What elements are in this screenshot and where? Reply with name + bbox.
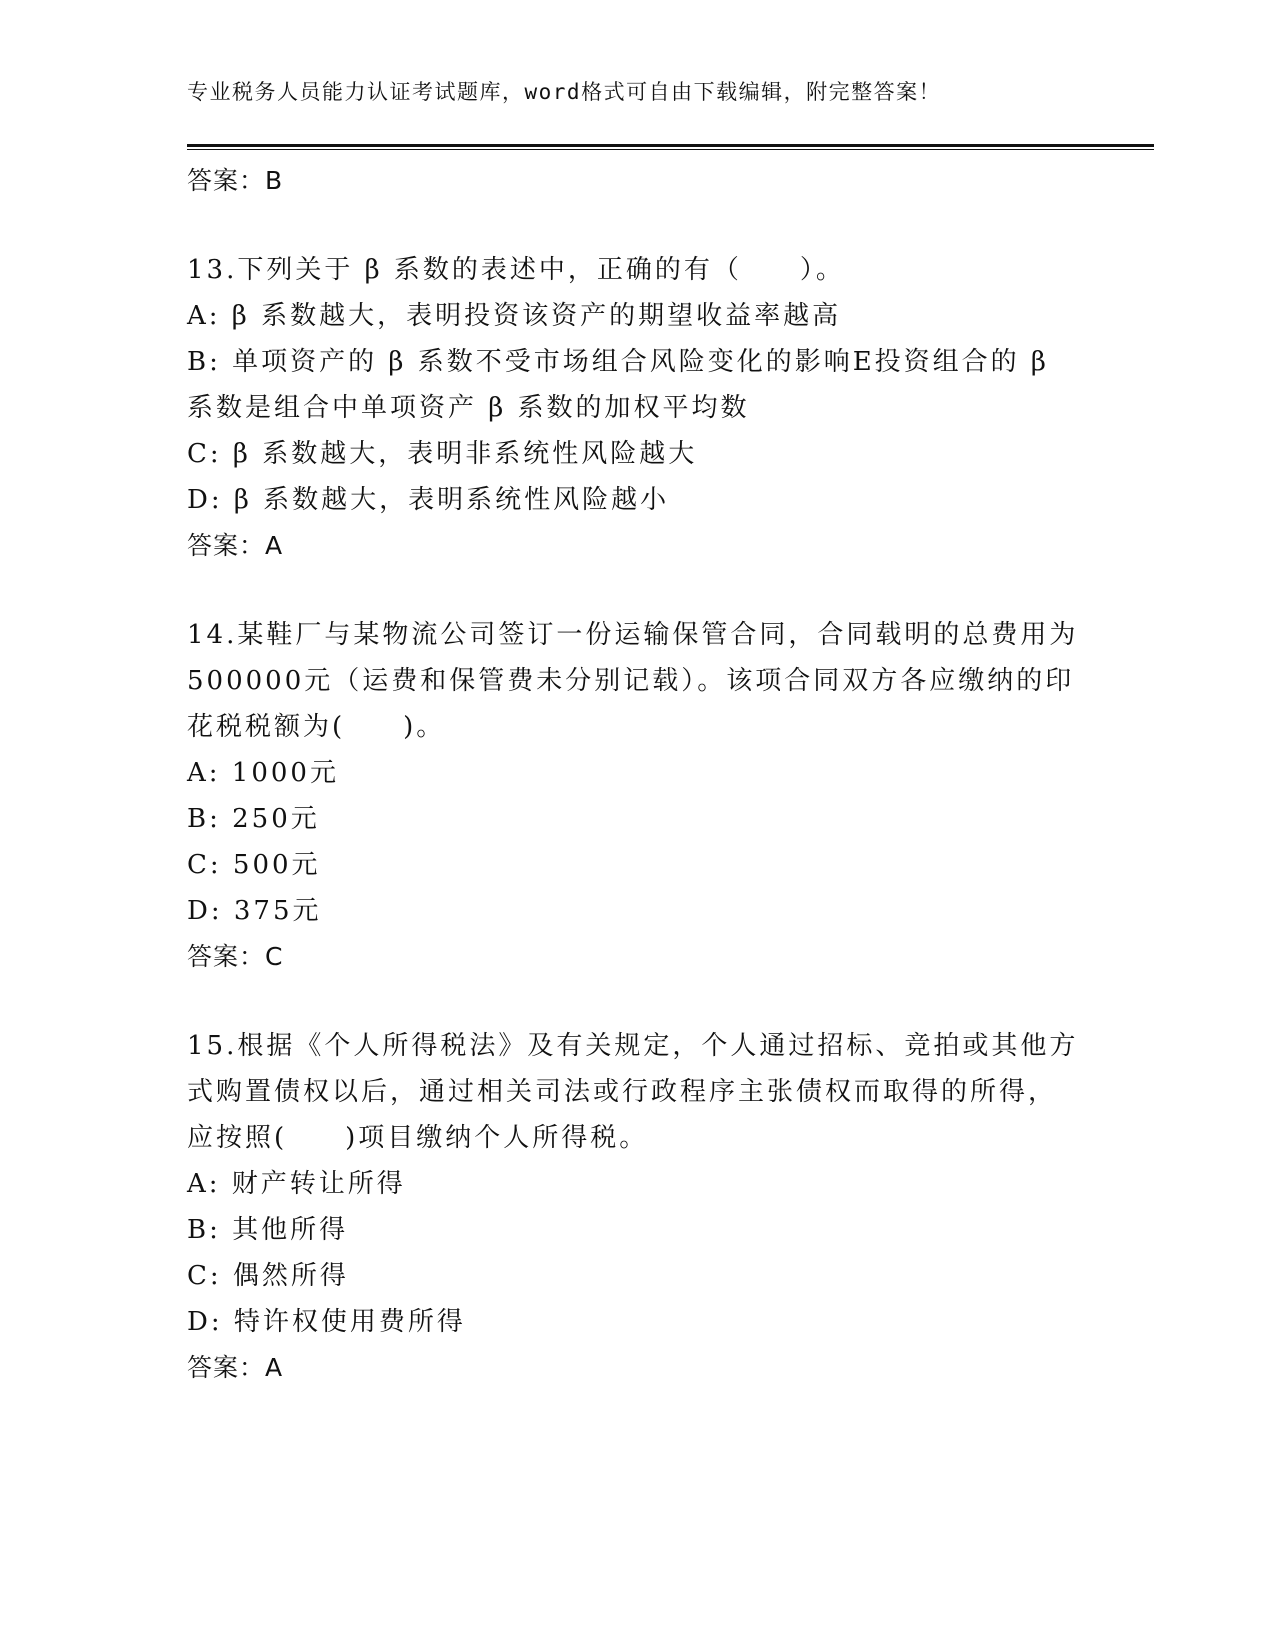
answer: 答案：A [187, 531, 284, 560]
option-b-continued: 系数是组合中单项资产 β 系数的加权平均数 [187, 393, 750, 423]
header-divider [187, 144, 1154, 147]
option-b: B: 单项资产的 β 系数不受市场组合风险变化的影响E投资组合的 β [187, 347, 1049, 377]
question-stem-line-2: 500000元（运费和保管费未分别记载）。该项合同双方各应缴纳的印 [187, 666, 1075, 696]
question-13 [187, 247, 1087, 569]
option-b: B: 250元 [187, 804, 320, 834]
question-stem: 14.某鞋厂与某物流公司签订一份运输保管合同，合同载明的总费用为 [187, 620, 1079, 650]
option-a: A: 1000元 [187, 758, 339, 788]
option-c: C: 500元 [187, 850, 321, 880]
option-a: A: 财产转让所得 [187, 1169, 406, 1199]
question-stem-line-2: 式购置债权以后，通过相关司法或行政程序主张债权而取得的所得， [187, 1077, 1058, 1107]
option-d: D: 特许权使用费所得 [187, 1307, 466, 1337]
option-c: C: β 系数越大，表明非系统性风险越大 [187, 439, 698, 469]
question-stem: 15.根据《个人所得税法》及有关规定，个人通过招标、竞拍或其他方 [187, 1031, 1079, 1061]
question-stem-line-3: 应按照( )项目缴纳个人所得税。 [187, 1123, 649, 1153]
question-stem: 13.下列关于 β 系数的表述中，正确的有（ ）。 [187, 255, 845, 285]
previous-answer: 答案：B [187, 166, 284, 195]
answer: 答案：C [187, 942, 284, 971]
option-a: A: β 系数越大，表明投资该资产的期望收益率越高 [187, 301, 842, 331]
spacer [187, 569, 1087, 612]
document-body [187, 158, 1087, 1391]
header-divider-thin [187, 149, 1154, 150]
question-stem-line-3: 花税税额为( )。 [187, 712, 446, 742]
option-d: D: 375元 [187, 896, 322, 926]
page-header: 专业税务人员能力认证考试题库，word格式可自由下载编辑，附完整答案！ [187, 80, 942, 104]
option-b: B: 其他所得 [187, 1215, 349, 1245]
option-d: D: β 系数越大，表明系统性风险越小 [187, 485, 670, 515]
question-14 [187, 612, 1087, 980]
spacer [187, 204, 1087, 247]
option-c: C: 偶然所得 [187, 1261, 349, 1291]
spacer [187, 980, 1087, 1023]
question-15 [187, 1023, 1087, 1391]
answer: 答案：A [187, 1353, 284, 1382]
